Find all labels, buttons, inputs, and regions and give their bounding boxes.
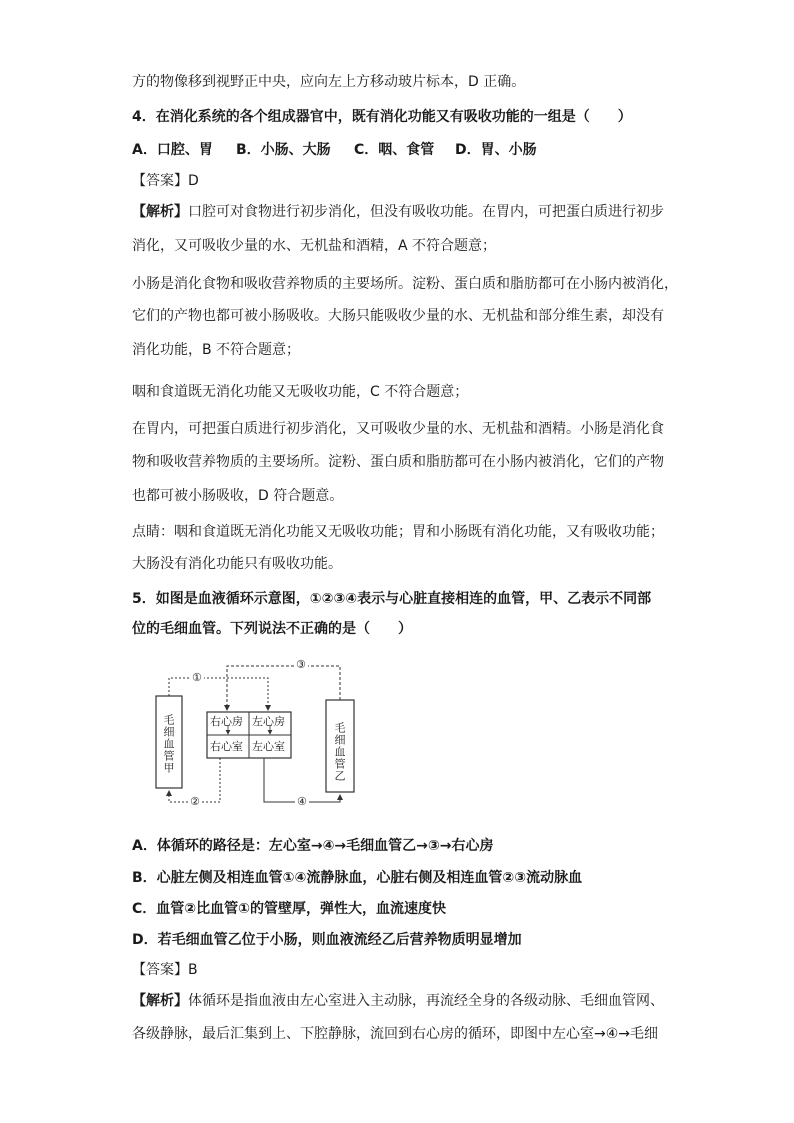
vessel-2-label: ② (190, 795, 200, 808)
analysis-line: 物和吸收营养物质的主要场所。淀粉、蛋白质和脂肪都可在小肠内被消化，它们的产物 (132, 454, 664, 470)
right-atrium-label: 右心房 (210, 715, 243, 728)
right-ventricle-label: 右心室 (210, 740, 243, 753)
question-4-options (132, 140, 537, 160)
option-c: C．咽、食管 (354, 142, 435, 158)
diagram-lines (150, 652, 360, 820)
note-line: 点睛：咽和食道既无消化功能又无吸收功能；胃和小肠既有消化功能，又有吸收功能； (132, 524, 664, 540)
question-5-option-b: B．心脏左侧及相连血管①④流静脉血，心脏右侧及相连血管②③流动脉血 (132, 870, 583, 886)
analysis-line: 消化功能，B 不符合题意； (132, 342, 301, 358)
vessel-3-label: ③ (296, 658, 306, 671)
analysis-line: 它们的产物也都可被小肠吸收。大肠只能吸收少量的水、无机盐和部分维生素，却没有 (132, 308, 664, 324)
question-5-option-d: D．若毛细血管乙位于小肠，则血液流经乙后营养物质明显增加 (132, 932, 522, 948)
analysis-line: 在胃内，可把蛋白质进行初步消化，又可吸收少量的水、无机盐和酒精。小肠是消化食 (132, 421, 664, 437)
analysis-line: 咽和食道既无消化功能又无吸收功能，C 不符合题意； (132, 384, 469, 400)
text-line: 方的物像移到视野正中央，应向左上方移动玻片标本，D 正确。 (132, 74, 526, 90)
left-atrium-label: 左心房 (252, 715, 285, 728)
capillary-left-label: 毛细血管甲 (162, 714, 175, 774)
left-ventricle-label: 左心室 (252, 740, 285, 753)
analysis-tag: 【解析】 (132, 204, 188, 220)
analysis-tag: 【解析】 (132, 993, 188, 1009)
vessel-1-label: ① (192, 671, 202, 684)
question-5-option-a: A．体循环的路径是：左心室→④→毛细血管乙→③→右心房 (132, 838, 494, 854)
analysis-line: 各级静脉，最后汇集到上、下腔静脉，流回到右心房的循环，即图中左心室→④→毛细 (132, 1026, 659, 1042)
option-a: A．口腔、胃 (132, 142, 213, 158)
question-5-title-cont: 位的毛细血管。下列说法不正确的是（ ） (132, 621, 412, 637)
analysis-line (132, 991, 664, 1011)
analysis-line: 小肠是消化食物和吸收营养物质的主要场所。淀粉、蛋白质和脂肪都可在小肠内被消化， (132, 276, 678, 292)
analysis-line (132, 202, 664, 222)
blood-circulation-diagram (150, 652, 360, 820)
note-line: 大肠没有消化功能只有吸收功能。 (132, 556, 342, 572)
option-b: B．小肠、大肠 (236, 142, 331, 158)
question-5-answer: 【答案】B (132, 962, 198, 978)
question-4-title: 4．在消化系统的各个组成器官中，既有消化功能又有吸收功能的一组是（ ） (132, 109, 632, 125)
analysis-text: 口腔可对食物进行初步消化，但没有吸收功能。在胃内，可把蛋白质进行初步 (188, 204, 664, 220)
question-5-title: 5．如图是血液循环示意图，①②③④表示与心脏直接相连的血管，甲、乙表示不同部 (132, 591, 652, 607)
option-d: D．胃、小肠 (455, 142, 537, 158)
analysis-line: 消化，又可吸收少量的水、无机盐和酒精，A 不符合题意； (132, 238, 497, 254)
analysis-line: 也都可被小肠吸收，D 符合题意。 (132, 488, 344, 504)
vessel-4-label: ④ (297, 795, 307, 808)
question-4-answer: 【答案】D (132, 173, 199, 189)
question-5-option-c: C．血管②比血管①的管壁厚，弹性大，血流速度快 (132, 901, 446, 917)
analysis-text: 体循环是指血液由左心室进入主动脉，再流经全身的各级动脉、毛细血管网、 (188, 993, 664, 1009)
capillary-right-label: 毛细血管乙 (333, 722, 346, 782)
